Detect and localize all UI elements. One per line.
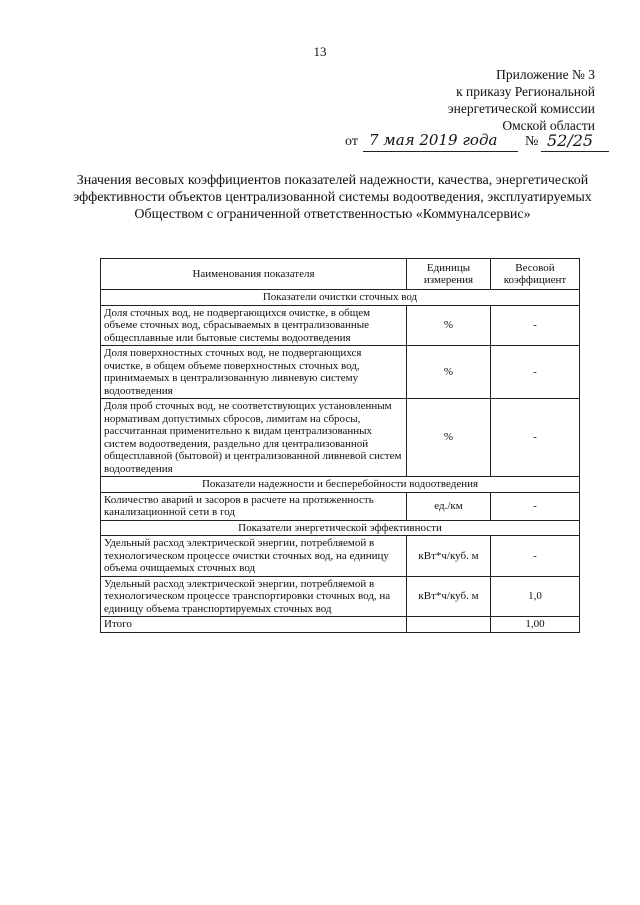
- indicator-coef: -: [491, 492, 580, 520]
- header-coef: Весовой коэффициент: [491, 259, 580, 290]
- appendix-line: Омской области: [502, 118, 595, 133]
- order-date-handwritten: 7 мая 2019 года: [369, 131, 498, 149]
- section-row: [101, 290, 580, 306]
- section-row: [101, 520, 580, 536]
- indicator-coef: -: [491, 536, 580, 577]
- table-row: [101, 536, 580, 577]
- order-reference: [345, 131, 615, 150]
- indicator-name: Доля сточных вод, не подвергающихся очистке, в общем объеме сточных вод, сбрасываемых в централизованные общесплавные или бытовые системы водоотведения: [101, 305, 407, 346]
- number-sign: №: [525, 134, 539, 149]
- table-row: [101, 346, 580, 399]
- indicator-name: Количество аварий и засоров в расчете на протяженность канализационной сети в год: [101, 492, 407, 520]
- document-title: Значения весовых коэффициентов показателей надежности, качества, энергетической эффективности объектов централизованной системы водоотведения, эксплуатируемых Обществом с ограниченной ответственностью «Коммуналсервис»: [73, 173, 592, 222]
- table-header-row: [101, 259, 580, 290]
- page-number: 13: [313, 44, 327, 59]
- section-title: Показатели очистки сточных вод: [101, 290, 580, 306]
- date-underline: [363, 151, 518, 152]
- appendix-line: Приложение № 3: [496, 67, 595, 82]
- indicator-name: Удельный расход электрической энергии, потребляемой в технологическом процессе транспортировки сточных вод, на единицу объема транспортируемых сточных вод: [101, 576, 407, 617]
- header-name: Наименования показателя: [101, 259, 407, 290]
- indicator-unit: кВт*ч/куб. м: [407, 576, 491, 617]
- table-row: [101, 399, 580, 477]
- from-prefix: от: [345, 134, 358, 149]
- number-underline: [541, 151, 609, 152]
- indicator-name: Доля проб сточных вод, не соответствующих установленным нормативам допустимых сбросов, лимитам на сбросы, рассчитанная применительно к видам централизованных систем водоотведения, раздельно для централизованной общесплавной (бытовой) и централизованной ливневой систем водоотведения: [101, 399, 407, 477]
- coefficients-table: [100, 258, 580, 633]
- indicator-unit: кВт*ч/куб. м: [407, 536, 491, 577]
- appendix-block: [448, 66, 595, 134]
- section-row: [101, 477, 580, 493]
- indicator-coef: -: [491, 399, 580, 477]
- indicator-unit: %: [407, 346, 491, 399]
- indicator-name: Доля поверхностных сточных вод, не подвергающихся очистке, в общем объеме поверхностных сточных вод, принимаемых в централизованную ливневую систему водоотведения: [101, 346, 407, 399]
- table-row: [101, 492, 580, 520]
- order-number-handwritten: 52/25: [547, 131, 594, 150]
- total-label: Итого: [101, 617, 407, 633]
- indicator-unit: ед./км: [407, 492, 491, 520]
- indicator-unit: %: [407, 399, 491, 477]
- header-unit: Единицы измерения: [407, 259, 491, 290]
- total-unit: [407, 617, 491, 633]
- appendix-line: к приказу Региональной: [456, 84, 595, 99]
- table-row: [101, 576, 580, 617]
- section-title: Показатели надежности и бесперебойности водоотведения: [101, 477, 580, 493]
- indicator-unit: %: [407, 305, 491, 346]
- indicator-coef: 1,0: [491, 576, 580, 617]
- indicator-name: Удельный расход электрической энергии, потребляемой в технологическом процессе очистки сточных вод, на единицу объема очищаемых сточных вод: [101, 536, 407, 577]
- total-coef: 1,00: [491, 617, 580, 633]
- total-row: [101, 617, 580, 633]
- indicator-coef: -: [491, 346, 580, 399]
- appendix-line: энергетической комиссии: [447, 101, 595, 116]
- section-title: Показатели энергетической эффективности: [101, 520, 580, 536]
- indicator-coef: -: [491, 305, 580, 346]
- table-row: [101, 305, 580, 346]
